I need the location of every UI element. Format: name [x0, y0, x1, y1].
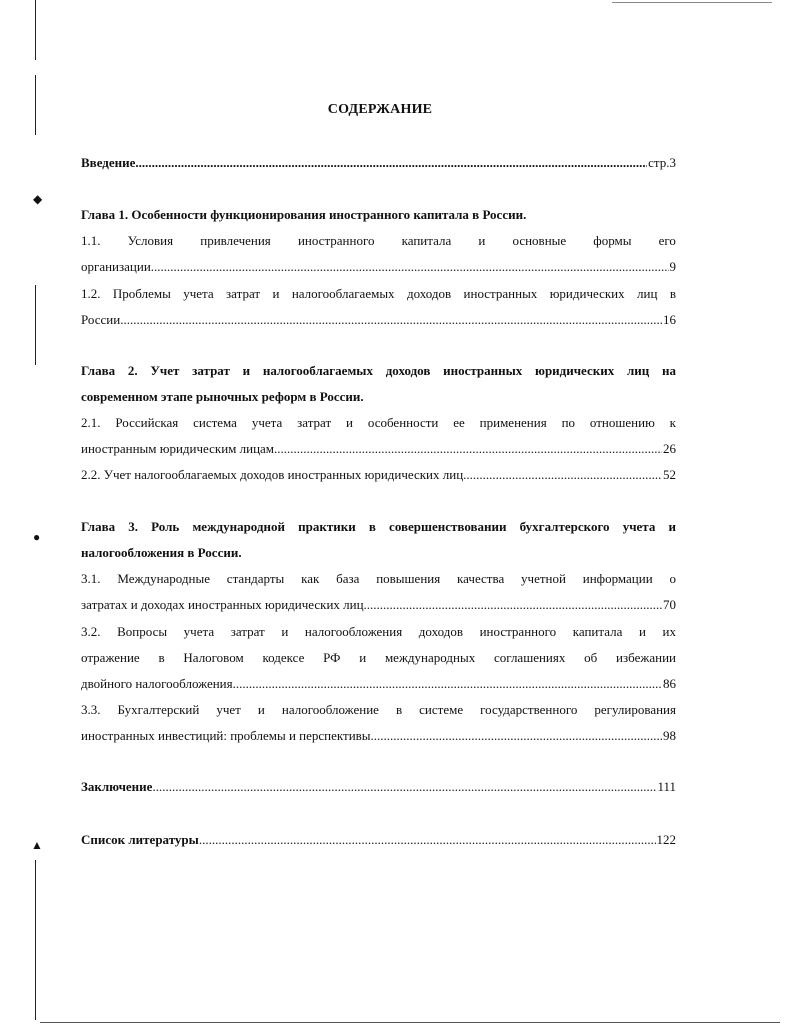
section-3-3-line[interactable]: 3.3. Бухгалтерский учет и налогообложение в системе государственного регулирования	[81, 702, 676, 717]
toc-entry-introduction[interactable]	[81, 154, 676, 172]
toc-label: затратах и доходах иностранных юридических лиц	[81, 597, 364, 612]
binding-mark-3: ▲	[31, 838, 43, 852]
toc-label: двойного налогообложения	[81, 676, 233, 691]
section-3-1-line[interactable]: 3.1. Международные стандарты как база повышения качества учетной информации о	[81, 571, 676, 586]
word: привлечения	[200, 233, 271, 248]
word: Условия	[127, 233, 174, 248]
section-3-2-line-1[interactable]: 3.2. Вопросы учета затрат и налогообложения доходов иностранного капитала и их	[81, 624, 676, 639]
toc-label: иностранным юридическим лицам	[81, 441, 275, 456]
toc-label: Список литературы	[81, 832, 199, 847]
section-2-2-line[interactable]	[81, 466, 676, 484]
word: его	[658, 233, 676, 248]
scan-top-edge-line	[612, 2, 772, 3]
dot-leader	[463, 466, 662, 484]
section-3-2-continuation[interactable]	[81, 675, 676, 693]
toc-label: иностранных инвестиций: проблемы и перспективы	[81, 728, 371, 743]
scan-margin-line-low	[35, 285, 36, 365]
word: 1.1.	[81, 233, 101, 248]
toc-page-number: 122	[656, 832, 676, 847]
word: формы	[593, 233, 632, 248]
dot-leader	[274, 440, 662, 458]
word: капитала	[401, 233, 452, 248]
section-2-1-line[interactable]: 2.1. Российская система учета затрат и особенности ее применения по отношению к	[81, 415, 676, 430]
toc-page-number: стр.3	[648, 155, 676, 170]
chapter-2-heading-line-1[interactable]: Глава 2. Учет затрат и налогооблагаемых доходов иностранных юридических лиц на	[81, 363, 676, 378]
scan-margin-line-bottom	[35, 860, 36, 1020]
dot-leader	[120, 311, 662, 329]
toc-page-number: 86	[663, 676, 676, 691]
toc-label: Введение	[81, 155, 136, 170]
chapter-2-heading-line-2[interactable]: современном этапе рыночных реформ в России.	[81, 389, 364, 404]
word: и	[478, 233, 486, 248]
toc-page-number: 16	[663, 312, 676, 327]
chapter-1-heading[interactable]: Глава 1. Особенности функционирования иностранного капитала в России.	[81, 207, 527, 222]
toc-label: России	[81, 312, 121, 327]
word: иностранного	[297, 233, 375, 248]
toc-page-number: 9	[669, 259, 676, 274]
chapter-3-heading-line-1[interactable]: Глава 3. Роль международной практики в совершенствовании бухгалтерского учета и	[81, 519, 676, 534]
dot-leader	[364, 596, 662, 614]
scan-margin-line-top	[35, 0, 36, 60]
toc-page-number: 26	[663, 441, 676, 456]
dot-leader	[135, 154, 647, 172]
toc-page-number: 98	[663, 728, 676, 743]
section-2-1-continuation[interactable]	[81, 440, 676, 458]
dot-leader	[199, 831, 656, 849]
binding-mark-1: ◆	[33, 192, 43, 206]
toc-page-number: 70	[663, 597, 676, 612]
dot-leader	[152, 778, 656, 796]
toc-label: организации	[81, 259, 151, 274]
section-1-2-continuation[interactable]	[81, 311, 676, 329]
dot-leader	[151, 258, 669, 276]
toc-label: Заключение	[81, 779, 153, 794]
section-3-1-continuation[interactable]	[81, 596, 676, 614]
section-1-2-line[interactable]: 1.2. Проблемы учета затрат и налогооблагаемых доходов иностранных юридических лиц в	[81, 286, 676, 301]
section-3-3-continuation[interactable]	[81, 727, 676, 745]
section-3-2-line-2[interactable]: отражение в Налоговом кодексе РФ и международных соглашениях об избежании	[81, 650, 676, 665]
toc-entry-conclusion[interactable]	[81, 778, 676, 796]
toc-page-number: 111	[657, 779, 676, 794]
dot-leader	[371, 727, 662, 745]
dot-leader	[233, 675, 662, 693]
binding-mark-2: ●	[33, 530, 41, 544]
section-1-1-continuation[interactable]	[81, 258, 676, 276]
toc-label: 2.2. Учет налогооблагаемых доходов иностранных юридических лиц	[81, 467, 464, 482]
chapter-3-heading-line-2[interactable]: налогообложения в России.	[81, 545, 242, 560]
section-1-1-line[interactable]	[81, 232, 676, 250]
toc-entry-references[interactable]	[81, 831, 676, 849]
scan-bottom-edge-line	[40, 1022, 780, 1023]
toc-page-number: 52	[663, 467, 676, 482]
page-title: СОДЕРЖАНИЕ	[327, 102, 433, 117]
word: основные	[512, 233, 567, 248]
